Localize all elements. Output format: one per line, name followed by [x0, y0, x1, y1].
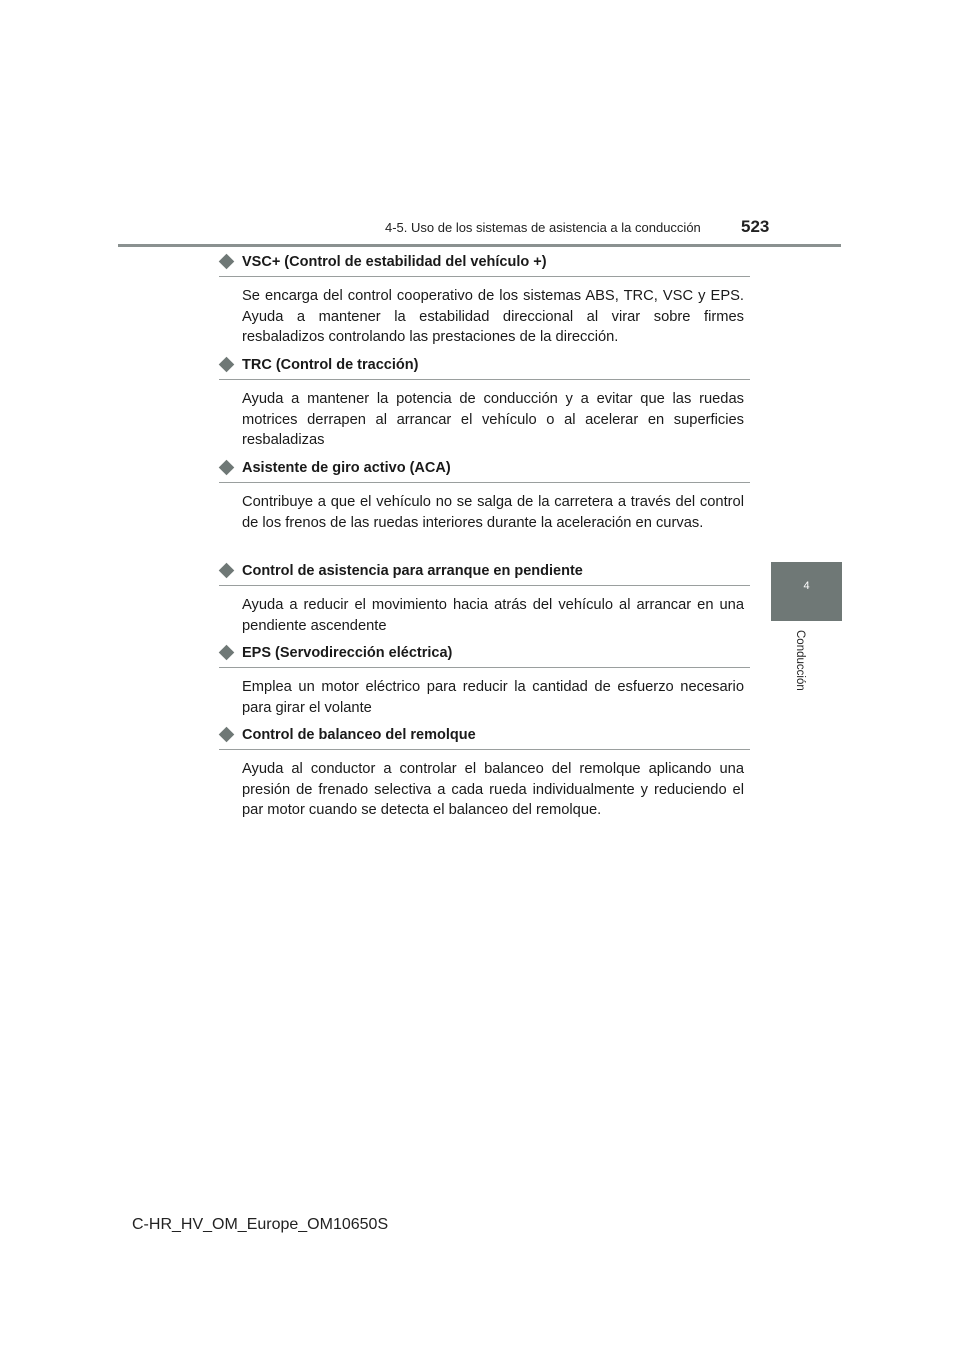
diamond-bullet-icon: [219, 563, 235, 579]
section-heading: [219, 460, 750, 483]
section-heading: [219, 563, 750, 586]
section-trc: [219, 357, 750, 451]
section-heading-text: TRC (Control de tracción): [242, 357, 419, 373]
section-title: 4-5. Uso de los sistemas de asistencia a la conducción: [385, 220, 701, 235]
diamond-bullet-icon: [219, 357, 235, 373]
section-aca: [219, 460, 750, 533]
page-number: 523: [741, 217, 770, 236]
chapter-tab: [771, 562, 842, 621]
chapter-label: [794, 630, 814, 702]
header-rule: [118, 244, 841, 247]
diamond-bullet-icon: [219, 460, 235, 476]
section-body: Ayuda a reducir el movimiento hacia atrás del vehículo al arrancar en una pendiente ascendente: [242, 597, 744, 634]
section-heading-text: Control de asistencia para arranque en pendiente: [242, 563, 583, 579]
section-heading-text: Asistente de giro activo (ACA): [242, 460, 451, 476]
footer-doc-id: C-HR_HV_OM_Europe_OM10650S: [132, 1216, 389, 1233]
section-hill-start: [219, 563, 750, 636]
section-eps: [219, 645, 750, 718]
section-heading-text: VSC+ (Control de estabilidad del vehículo +): [242, 254, 547, 270]
section-heading: [219, 727, 750, 750]
diamond-bullet-icon: [219, 645, 235, 661]
section-body: Emplea un motor eléctrico para reducir la cantidad de esfuerzo necesario para girar el volante: [242, 679, 744, 716]
section-heading: [219, 254, 750, 277]
section-body: Contribuye a que el vehículo no se salga de la carretera a través del control de los frenos de las ruedas interiores durante la aceleración en curvas.: [242, 494, 744, 531]
section-heading-text: Control de balanceo del remolque: [242, 727, 476, 743]
chapter-label-text: Conducción: [794, 630, 806, 691]
diamond-bullet-icon: [219, 727, 235, 743]
section-heading-text: EPS (Servodirección eléctrica): [242, 645, 453, 661]
section-body: Se encarga del control cooperativo de los sistemas ABS, TRC, VSC y EPS. Ayuda a mantener la estabilidad direccional al virar sobre firmes resbaladizos controlando las prestaciones de la dirección.: [242, 288, 744, 346]
section-vsc: [219, 254, 750, 348]
section-heading: [219, 357, 750, 380]
section-body: Ayuda al conductor a controlar el balanceo del remolque aplicando una presión de frenado selectiva a cada rueda individualmente y reduciendo el par motor cuando se detecta el balanceo del remolque.: [242, 761, 744, 819]
diamond-bullet-icon: [219, 254, 235, 270]
section-body: Ayuda a mantener la potencia de conducción y a evitar que las ruedas motrices derrapen al arrancar el vehículo o al acelerar en superficies resbaladizas: [242, 391, 744, 449]
chapter-number: 4: [803, 580, 810, 592]
section-heading: [219, 645, 750, 668]
section-trailer-sway: [219, 727, 750, 821]
